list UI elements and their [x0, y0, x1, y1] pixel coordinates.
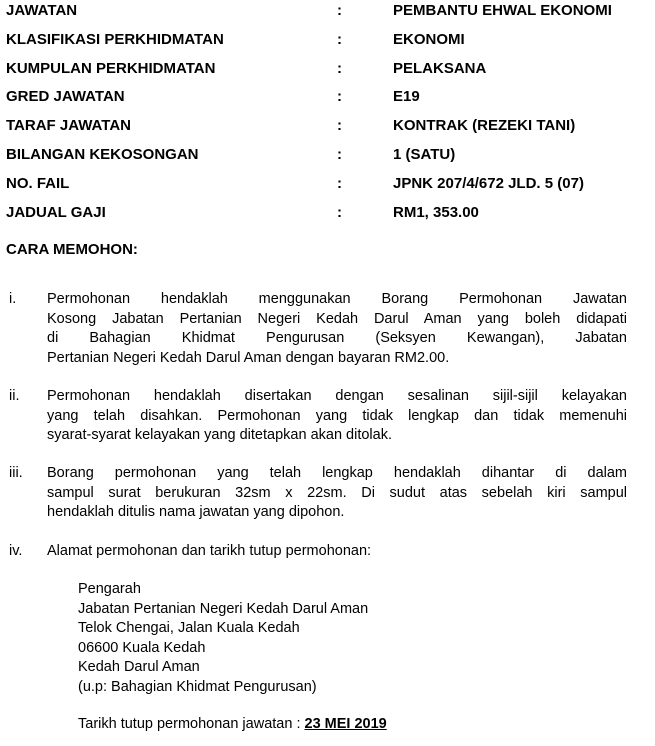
item-number: i.: [9, 291, 17, 307]
closing-date: 23 MEI 2019: [304, 716, 387, 732]
item-line: yang telah disahkan. Permohonan yang tidak lengkap dan tidak memenuhi: [47, 407, 627, 424]
item-text: [47, 387, 627, 446]
field-value: PEMBANTU EHWAL EKONOMI: [393, 2, 612, 19]
field-colon: :: [337, 88, 342, 105]
field-gred: [0, 86, 655, 108]
field-value: PELAKSANA: [393, 60, 487, 77]
field-label: KUMPULAN PERKHIDMATAN: [6, 60, 216, 77]
closing-label: Tarikh tutup permohonan jawatan :: [78, 716, 305, 732]
item-line: Alamat permohonan dan tarikh tutup permohonan:: [47, 543, 372, 559]
field-colon: :: [337, 175, 342, 192]
field-value: 1 (SATU): [393, 146, 456, 163]
closing-date-line: [78, 714, 387, 734]
item-line: Kosong Jabatan Pertanian Negeri Kedah Darul Aman yang boleh didapati: [47, 310, 627, 327]
address-line: 06600 Kuala Kedah: [78, 639, 206, 656]
item-line: Pertanian Negeri Kedah Darul Aman dengan bayaran RM2.00.: [47, 349, 450, 366]
field-label: JAWATAN: [6, 2, 78, 19]
field-jawatan: [0, 0, 655, 22]
item-text: [47, 290, 627, 368]
field-colon: :: [337, 2, 342, 19]
field-taraf: [0, 115, 655, 137]
item-line: sampul surat berukuran 32sm x 22sm. Di sudut atas sebelah kiri sampul: [47, 484, 627, 501]
field-kumpulan: [0, 58, 655, 80]
address-line: Kedah Darul Aman: [78, 659, 200, 675]
item-line: syarat-syarat kelayakan yang ditetapkan akan ditolak.: [47, 427, 392, 443]
item-line: hendaklah ditulis nama jawatan yang dipohon.: [47, 504, 345, 520]
field-klasifikasi: [0, 29, 655, 51]
address-line: (u.p: Bahagian Khidmat Pengurusan): [78, 678, 317, 695]
item-text: [47, 464, 627, 523]
item-line: Borang permohonan yang telah lengkap hendaklah dihantar di dalam: [47, 465, 627, 481]
field-value: RM1, 353.00: [393, 204, 479, 221]
address-line: Pengarah: [78, 581, 141, 597]
field-label: JADUAL GAJI: [6, 204, 106, 221]
item-line: Permohonan hendaklah menggunakan Borang Permohonan Jawatan: [47, 291, 627, 307]
field-colon: :: [337, 146, 342, 163]
field-label: BILANGAN KEKOSONGAN: [6, 146, 199, 163]
field-label: GRED JAWATAN: [6, 88, 125, 105]
field-value: EKONOMI: [393, 31, 465, 48]
field-value: KONTRAK (REZEKI TANI): [393, 117, 576, 134]
section-heading: CARA MEMOHON:: [6, 241, 138, 258]
address-block: [78, 580, 368, 697]
field-label: NO. FAIL: [6, 175, 70, 192]
field-colon: :: [337, 31, 342, 48]
field-value: E19: [393, 88, 420, 105]
field-colon: :: [337, 117, 342, 134]
item-number: iii.: [9, 465, 23, 481]
field-value: JPNK 207/4/672 JLD. 5 (07): [393, 175, 584, 192]
item-number: iv.: [9, 543, 23, 559]
item-line: di Bahagian Khidmat Pengurusan (Seksyen Kewangan), Jabatan: [47, 330, 627, 346]
field-label: KLASIFIKASI PERKHIDMATAN: [6, 31, 224, 48]
address-line: Telok Chengai, Jalan Kuala Kedah: [78, 620, 300, 636]
field-colon: :: [337, 60, 342, 77]
field-bilangan: [0, 144, 655, 166]
field-no-fail: [0, 173, 655, 195]
field-jadual-gaji: [0, 202, 655, 224]
item-line: Permohonan hendaklah disertakan dengan sesalinan sijil-sijil kelayakan: [47, 388, 627, 404]
field-label: TARAF JAWATAN: [6, 117, 131, 134]
field-colon: :: [337, 204, 342, 221]
item-number: ii.: [9, 388, 20, 404]
item-text: [47, 542, 627, 562]
address-line: Jabatan Pertanian Negeri Kedah Darul Aman: [78, 600, 369, 617]
